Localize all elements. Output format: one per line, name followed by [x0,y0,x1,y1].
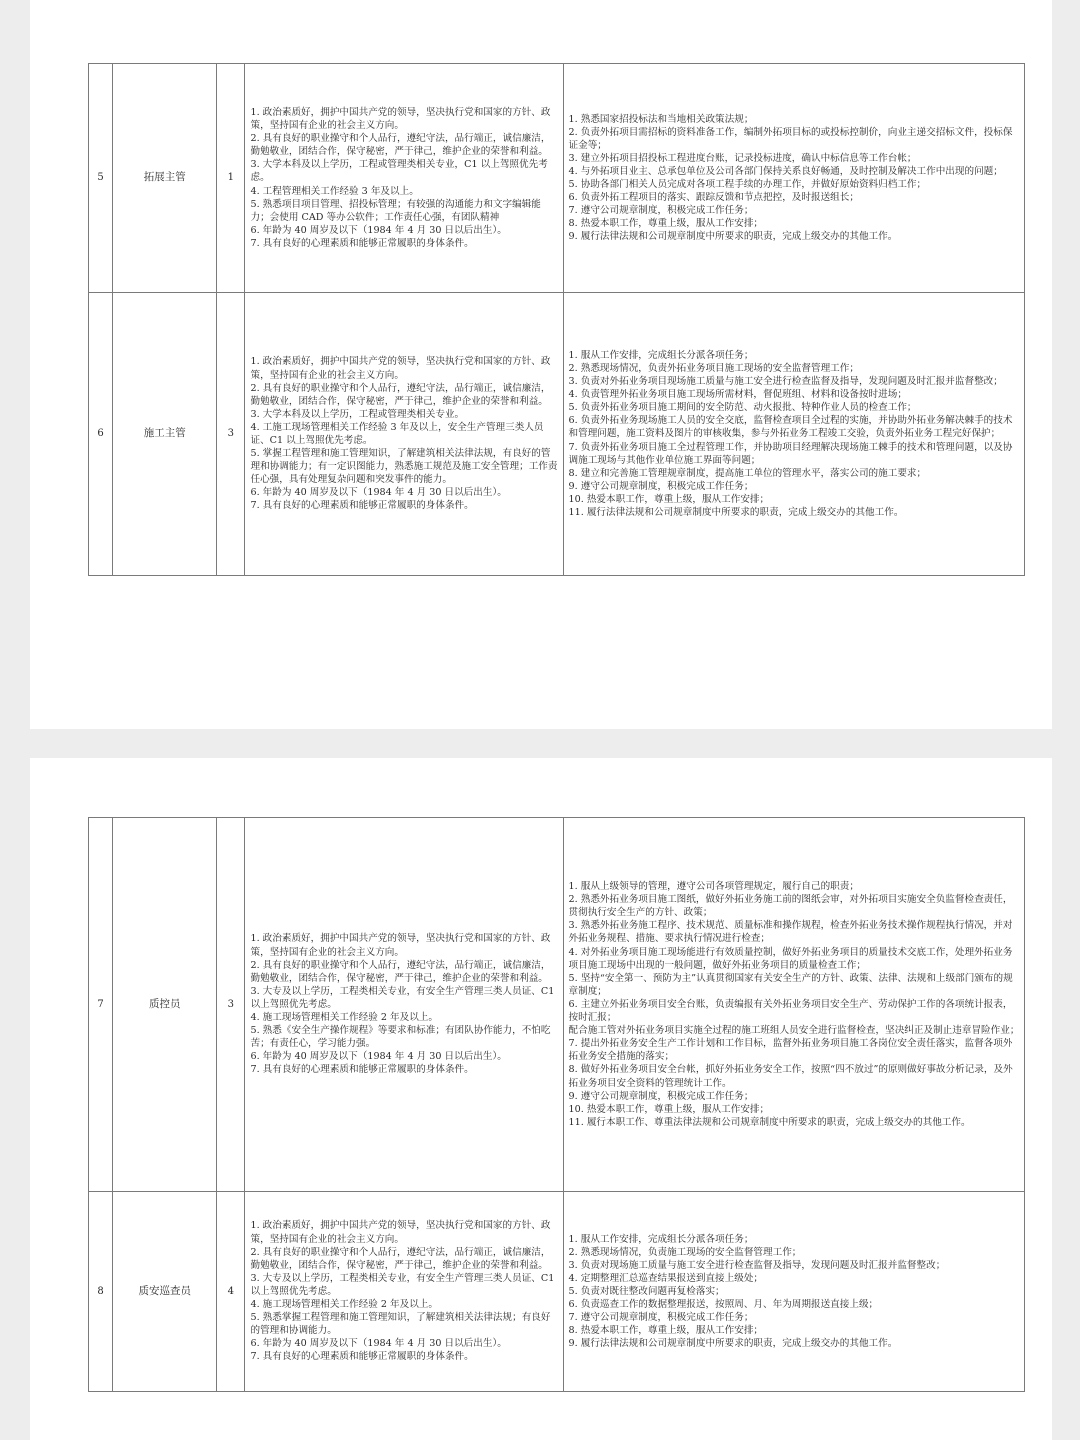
job-table [88,63,1025,576]
list-item: 4. 负责管理外拓业务项目施工现场所需材料，督促班组、材料和设备按时进场； [568,389,907,401]
list-item: 5. 负责外拓业务项目施工期间的安全防范、动火报批、特种作业人员的检查工作； [568,402,917,414]
row-number: 6 [89,293,113,576]
duties-cell [563,818,1024,1192]
list-item: 2. 熟悉外拓业务项目施工图纸，做好外拓业务施工前的图纸会审，对外拓项目实施安全负监督检查责任，贯彻执行安全生产的方针、政策； [568,894,1013,919]
table-row [89,1192,1025,1392]
table-row [89,818,1025,1192]
list-item: 3. 建立外拓项目招投标工程进度台账，记录投标进度，确认中标信息等工作台帐； [568,152,917,164]
list-item: 6. 负责巡查工作的数据整理报送，按照周、月、年为周期报送直接上级； [568,1299,879,1311]
list-item: 2. 熟悉现场情况，负责施工现场的安全监督管理工作； [568,1246,802,1258]
list-item: 1. 服从工作安排，完成组长分派各项任务； [568,1233,754,1245]
list-item: 11. 履行法律法规和公司规章制度中所要求的职责，完成上级交办的其他工作。 [568,507,904,519]
list-item: 2. 具有良好的职业操守和个人品行，遵纪守法，品行端正，诚信廉洁，勤勉敬业，团结合作，保守秘密，严于律己，维护企业的荣誉和利益。 [250,382,551,407]
headcount: 3 [217,818,245,1192]
list-item: 3. 负责对外拓业务项目现场施工质量与施工安全进行检查监督及指导，发现问题及时汇报并监督整改； [568,376,1003,388]
list-item: 4. 施工现场管理相关工作经验 2 年及以上。 [250,1299,438,1311]
list-item: 1. 服从上级领导的管理，遵守公司各项管理规定，履行自己的职责； [568,881,859,893]
list-item: 7. 遵守公司规章制度，积极完成工作任务； [568,205,754,217]
job-table [88,817,1025,1392]
list-item: 配合施工管对外拓业务项目实施全过程的施工班组人员安全进行监督检查，坚决纠正及制止违章冒险作业； [568,1025,1020,1037]
list-item: 5. 坚持“安全第一、预防为主”认真贯彻国家有关安全生产的方针、政策、法律、法规和上级部门颁布的规章制度； [568,972,1013,997]
list-item: 7. 提出外拓业务安全生产工作计划和工作目标，监督外拓业务项目施工各岗位安全责任落实，监督各项外拓业务安全措施的落实； [568,1038,1013,1063]
list-item: 3. 大学本科及以上学历，工程或管理类相关专业。 [250,408,465,420]
list-item: 3. 负责对现场施工质量与施工安全进行检查监督及指导，发现问题及时汇报并监督整改； [568,1259,946,1271]
list-item: 8. 建立和完善施工管理规章制度，提高施工单位的管理水平，落实公司的施工要求； [568,467,927,479]
position-title: 质安巡查员 [113,1192,217,1392]
position-title: 质控员 [113,818,217,1192]
requirements-cell [245,293,563,576]
position-title: 拓展主管 [113,64,217,293]
document-page-2 [30,758,1052,1440]
row-number: 7 [89,818,113,1192]
list-item: 5. 熟悉掌握工程管理和施工管理知识，了解建筑相关法律法规；有良好的管理和协调能力。 [250,1312,551,1337]
list-item: 5. 熟悉项目项目管理、招投标管理；有较强的沟通能力和文字编辑能力；会使用 CAD 等办公软件；工作责任心强，有团队精神 [250,198,541,223]
list-item: 6. 年龄为 40 周岁及以下（1984 年 4 月 30 日以后出生）。 [250,224,507,236]
list-item: 6. 年龄为 40 周岁及以下（1984 年 4 月 30 日以后出生）。 [250,487,507,499]
list-item: 1. 熟悉国家招投标法和当地相关政策法规； [568,113,754,125]
list-item: 3. 大专及以上学历，工程类相关专业，有安全生产管理三类人员证、C1 以上驾照优先考虑。 [250,985,555,1010]
list-item: 1. 政治素质好，拥护中国共产党的领导，坚决执行党和国家的方针、政策，坚持国有企业的社会主义方向。 [250,356,551,381]
list-item: 1. 政治素质好，拥护中国共产党的领导，坚决执行党和国家的方针、政策，坚持国有企业的社会主义方向。 [250,106,551,132]
list-item: 3. 大学本科及以上学历，工程或管理类相关专业，C1 以上驾照优先考虑。 [250,159,548,184]
list-item: 8. 热爱本职工作，尊重上级，服从工作安排； [568,1325,764,1337]
list-item: 7. 具有良好的心理素质和能够正常履职的身体条件。 [250,1064,474,1076]
list-item: 5. 协助各部门相关人员完成对各项工程手续的办理工作，并做好原始资料归档工作； [568,179,927,190]
list-item: 4. 对外拓业务项目施工现场能进行有效质量控制，做好外拓业务项目的质量技术交底工作，处理外拓业务项目施工现场中出现的一般问题，做好外拓业务项目的质量检查工作； [568,946,1013,971]
list-item: 1. 政治素质好，拥护中国共产党的领导，坚决执行党和国家的方针、政策，坚持国有企业的社会主义方向。 [250,933,551,958]
list-item: 6. 负责外拓业务现场施工人员的安全交底，监督检查项目全过程的实施，并协助外拓业务解决棘手的技术和管理问题，施工资料及图片的审核收集，参与外拓业务工程竣工交验，负责外拓业务工程完好保护； [568,415,1013,440]
list-item: 7. 具有良好的心理素质和能够正常履职的身体条件。 [250,500,474,512]
list-item: 2. 熟悉现场情况，负责外拓业务项目施工现场的安全监督管理工作； [568,362,859,374]
headcount: 4 [217,1192,245,1392]
row-number: 5 [89,64,113,293]
list-item: 3. 熟悉外拓业务施工程序、技术规范、质量标准和操作规程，检查外拓业务技术操作规程执行情况，并对外拓业务规程、措施、要求执行情况进行检查； [568,920,1013,945]
list-item: 4. 工施工现场管理相关工作经验 3 年及以上，安全生产管理三类人员证、C1 以上驾照优先考虑。 [250,421,544,446]
list-item: 8. 做好外拓业务项目安全台帐，抓好外拓业务安全工作，按照“四不放过”的原则做好事故分析记录，及外拓业务项目安全资料的管理统计工作。 [568,1064,1013,1089]
list-item: 5. 掌握工程管理和施工管理知识，了解建筑相关法律法规，有良好的管理和协调能力；有一定识图能力，熟悉施工规范及施工安全管理；工作责任心强，具有处理复杂问题和突发事件的能力。 [250,448,558,486]
list-item: 2. 具有良好的职业操守和个人品行，遵纪守法，品行端正，诚信廉洁，勤勉敬业，团结合作，保守秘密，严于律己，维护企业的荣誉和利益。 [250,1246,551,1271]
list-item: 2. 负责外拓项目需招标的资料准备工作，编制外拓项目标的或投标控制价，向业主递交招标文件，投标保证金等； [568,126,1013,151]
list-item: 10. 热爱本职工作，尊重上级，服从工作安排； [568,493,770,505]
duties-cell [563,293,1024,576]
list-item: 6. 负责外拓工程项目的落实、跟踪反馈和节点把控，及时报送组长； [568,192,859,204]
list-item: 6. 年龄为 40 周岁及以下（1984 年 4 月 30 日以后出生）。 [250,1051,507,1063]
list-item: 4. 工程管理相关工作经验 3 年及以上。 [250,185,419,197]
table-row [89,64,1025,293]
list-item: 9. 履行法律法规和公司规章制度中所要求的职责，完成上级交办的其他工作。 [568,231,898,243]
list-item: 9. 履行法律法规和公司规章制度中所要求的职责，完成上级交办的其他工作。 [568,1338,898,1350]
list-item: 3. 大专及以上学历，工程类相关专业，有安全生产管理三类人员证、C1 以上驾照优先考虑。 [250,1272,555,1297]
list-item: 1. 政治素质好，拥护中国共产党的领导，坚决执行党和国家的方针、政策，坚持国有企业的社会主义方向。 [250,1220,551,1245]
list-item: 7. 遵守公司规章制度，积极完成工作任务； [568,1312,754,1324]
requirements-cell [245,64,563,293]
row-number: 8 [89,1192,113,1392]
position-title: 施工主管 [113,293,217,576]
list-item: 9. 遵守公司规章制度，积极完成工作任务； [568,480,754,492]
list-item: 5. 熟悉《安全生产操作规程》等要求和标准；有团队协作能力，不怕吃苦；有责任心，学习能力强。 [250,1025,551,1050]
list-item: 4. 定期整理汇总巡查结果报送到直接上级处； [568,1272,764,1284]
list-item: 2. 具有良好的职业操守和个人品行，遵纪守法，品行端正，诚信廉洁，勤勉敬业，团结合作，保守秘密，严于律己，维护企业的荣誉和利益。 [250,133,551,158]
list-item: 7. 负责外拓业务项目施工全过程管理工作，并协助项目经理解决现场施工棘手的技术和管理问题，以及协调施工现场与其他作业单位施工界面等问题； [568,441,1013,466]
list-item: 7. 具有良好的心理素质和能够正常履职的身体条件。 [250,1351,474,1363]
document-page-1 [30,0,1052,729]
list-item: 7. 具有良好的心理素质和能够正常履职的身体条件。 [250,237,474,249]
list-item: 11. 履行本职工作、尊重法律法规和公司规章制度中所要求的职责，完成上级交办的其他工作。 [568,1116,971,1128]
table-row [89,293,1025,576]
list-item: 1. 服从工作安排，完成组长分派各项任务； [568,349,754,361]
list-item: 9. 遵守公司规章制度，积极完成工作任务； [568,1090,754,1102]
list-item: 2. 具有良好的职业操守和个人品行，遵纪守法，品行端正，诚信廉洁，勤勉敬业，团结合作，保守秘密，严于律己，维护企业的荣誉和利益。 [250,959,551,984]
headcount: 1 [217,64,245,293]
requirements-cell [245,1192,563,1392]
list-item: 4. 与外拓项目业主、总承包单位及公司各部门保持关系良好畅通，及时控制及解决工作中出现的问题； [568,165,1003,177]
list-item: 5. 负责对既往整改问题再复检落实； [568,1285,725,1297]
list-item: 6. 主建立外拓业务项目安全台账，负责编报有关外拓业务项目安全生产、劳动保护工作的各项统计报表，按时汇报； [568,998,1013,1024]
duties-cell [563,64,1024,293]
list-item: 8. 热爱本职工作，尊重上级，服从工作安排； [568,218,764,230]
duties-cell [563,1192,1024,1392]
list-item: 4. 施工现场管理相关工作经验 2 年及以上。 [250,1012,438,1024]
list-item: 6. 年龄为 40 周岁及以下（1984 年 4 月 30 日以后出生）。 [250,1338,507,1350]
headcount: 3 [217,293,245,576]
list-item: 10. 热爱本职工作，尊重上级，服从工作安排； [568,1103,770,1115]
requirements-cell [245,818,563,1192]
